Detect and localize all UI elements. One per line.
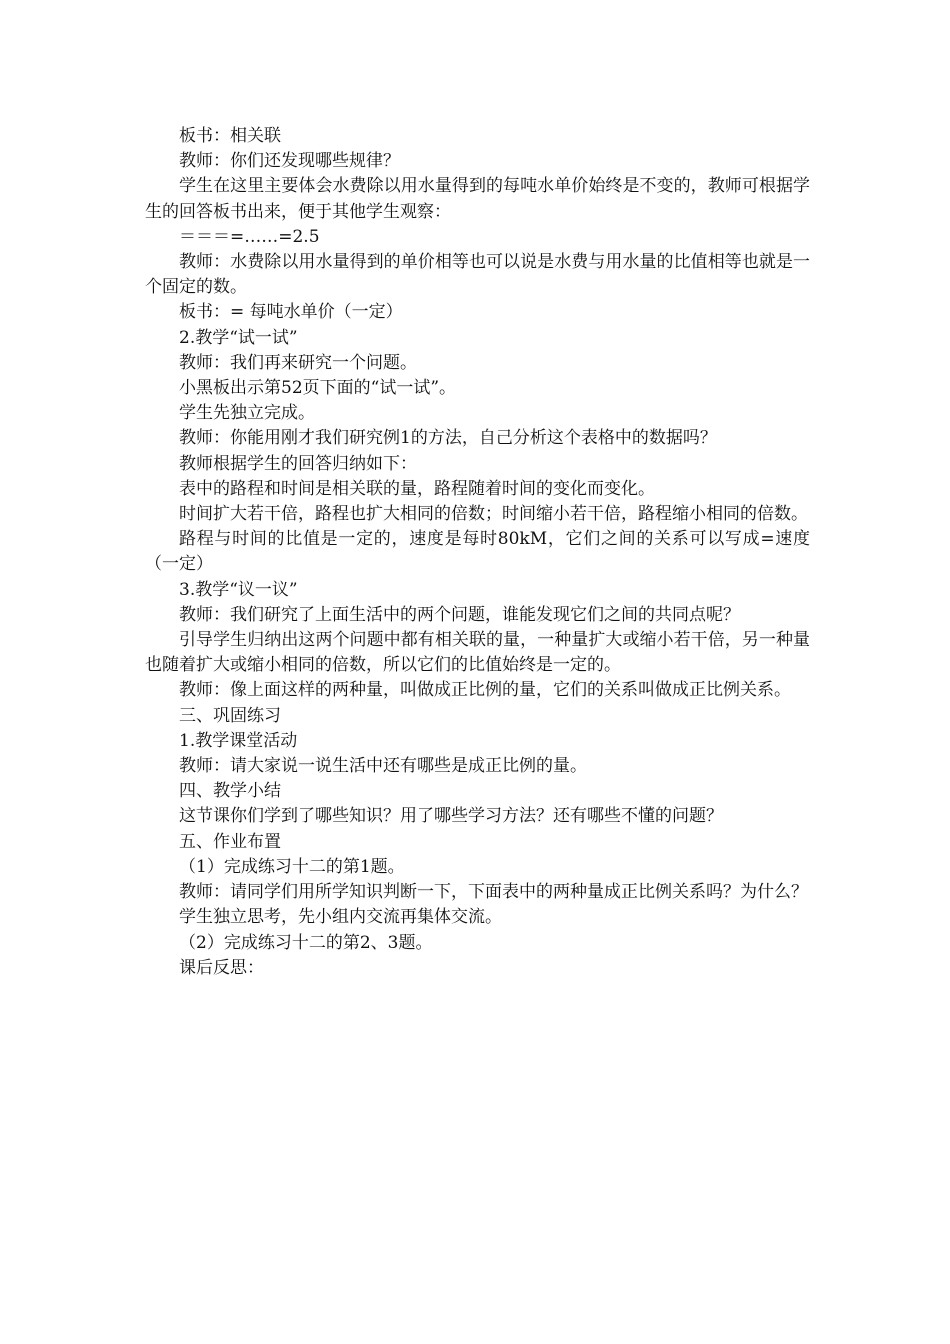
- paragraph-teacher-judge-table: 教师：请同学们用所学知识判断一下，下面表中的两种量成正比例关系吗？为什么？: [179, 882, 808, 903]
- paragraph-teacher-analyze-table: 教师：你能用刚才我们研究例1的方法，自己分析这个表格中的数据吗？: [179, 428, 717, 449]
- paragraph-teacher-life-examples: 教师：请大家说一说生活中还有哪些是成正比例的量。: [179, 756, 587, 777]
- paragraph-teacher-ratio-explanation: 教师：水费除以用水量得到的单价相等也可以说是水费与用水量的比值相等也就是一个固定的数。: [145, 252, 810, 298]
- paragraph-distance-time-related: 表中的路程和时间是相关联的量，路程随着时间的变化而变化。: [179, 478, 655, 499]
- paragraph-teacher-question-rules: 教师：你们还发现哪些规律？: [179, 151, 400, 172]
- paragraph-summary-questions: 这节课你们学到了哪些知识？用了哪些学习方法？还有哪些不懂的问题？: [179, 806, 723, 827]
- paragraph-blackboard-show: 小黑板出示第52页下面的“试一试”。: [179, 378, 457, 399]
- paragraph-homework-item-2: （2）完成练习十二的第2、3题。: [179, 932, 433, 953]
- paragraph-guide-students: 引导学生归纳出这两个问题中都有相关联的量，一种量扩大或缩小若干倍，另一种量也随着扩大或缩小相同的倍数，所以它们的比值始终是一定的。: [145, 630, 810, 676]
- paragraph-students-discuss: 学生独立思考，先小组内交流再集体交流。: [179, 907, 502, 928]
- paragraph-student-observation: 学生在这里主要体会水费除以用水量得到的每吨水单价始终是不变的，教师可根据学生的回答板书出来，便于其他学生观察：: [145, 176, 810, 222]
- paragraph-time-expand-shrink: 时间扩大若干倍，路程也扩大相同的倍数；时间缩小若干倍，路程缩小相同的倍数。: [179, 504, 808, 525]
- paragraph-section-consolidation: 三、巩固练习: [179, 705, 281, 726]
- paragraph-reflection: 课后反思：: [179, 957, 264, 978]
- paragraph-section-summary: 四、教学小结: [179, 781, 281, 802]
- paragraph-teacher-new-problem: 教师：我们再来研究一个问题。: [179, 352, 417, 373]
- paragraph-teacher-common-point: 教师：我们研究了上面生活中的两个问题，谁能发现它们之间的共同点呢？: [179, 604, 740, 625]
- paragraph-heading-discuss: 3.教学“议一议”: [179, 579, 298, 600]
- paragraph-teacher-proportional-definition: 教师：像上面这样的两种量，叫做成正比例的量，它们的关系叫做成正比例关系。: [179, 680, 791, 701]
- paragraph-homework-item-1: （1）完成练习十二的第1题。: [179, 856, 405, 877]
- paragraph-board-note-related: 板书：相关联: [179, 126, 281, 146]
- paragraph-students-independent: 学生先独立完成。: [179, 403, 315, 424]
- paragraph-classroom-activity: 1.教学课堂活动: [179, 730, 298, 751]
- document-body: [145, 124, 810, 981]
- paragraph-teacher-summarize: 教师根据学生的回答归纳如下：: [179, 453, 417, 474]
- paragraph-speed-constant: 路程与时间的比值是一定的，速度是每时80kM，它们之间的关系可以写成=速度（一定）: [145, 529, 810, 575]
- paragraph-heading-try-it: 2.教学“试一试”: [179, 327, 298, 348]
- paragraph-ratio-equation: ＝＝＝=……=2.5: [179, 226, 320, 247]
- paragraph-board-note-unit-price: 板书：= 每吨水单价（一定）: [179, 302, 403, 323]
- paragraph-section-homework: 五、作业布置: [179, 831, 281, 852]
